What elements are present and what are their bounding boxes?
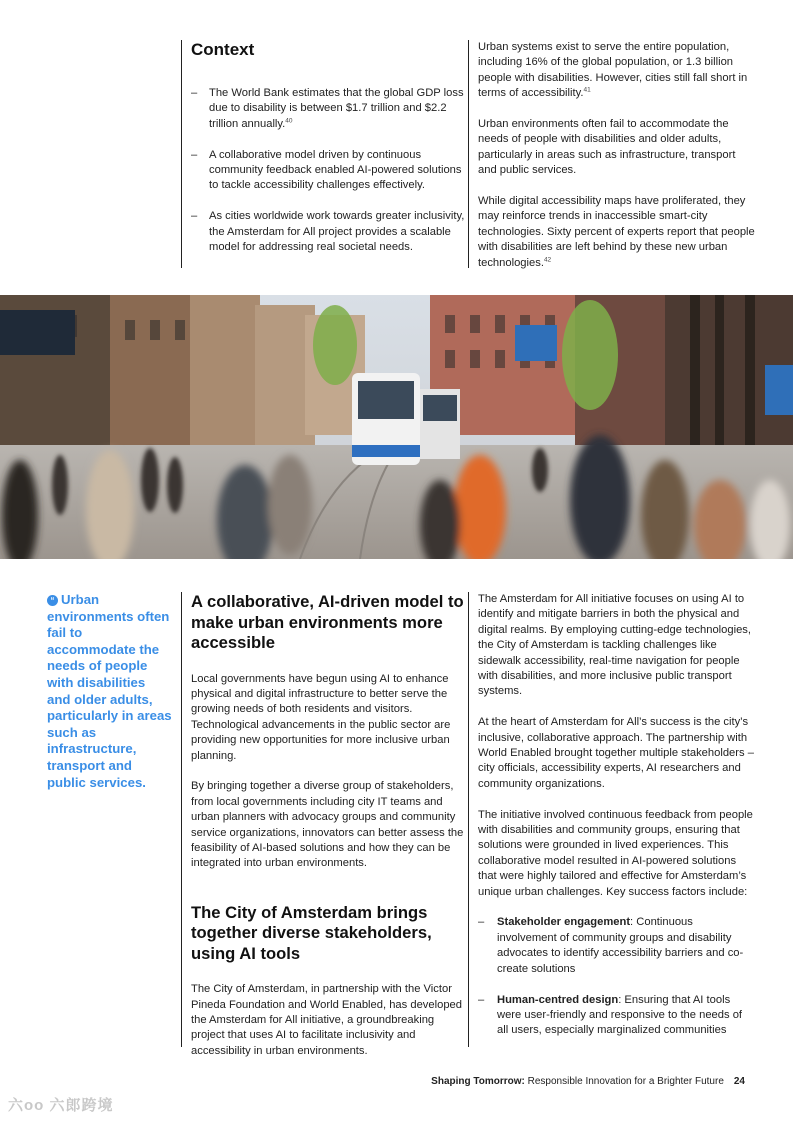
section1-paragraph: Local governments have begun using AI to enhance physical and digital infrastructure to better serve the growing needs of both residents and visitors. Technological advancements in the public sector are providing new opportunities for more inclusive urban planning. bbox=[191, 672, 451, 762]
middle-column bbox=[181, 592, 469, 1057]
context-paragraph: Urban systems exist to serve the entire population, including 16% of the global population, or 1.3 billion people with disabilities. However, cities still fall short in terms of accessibility.$^{41}$ bbox=[478, 41, 748, 100]
section1-heading: A collaborative, AI-driven model to make urban environments more accessible bbox=[191, 592, 464, 652]
section2-heading: The City of Amsterdam brings together diverse stakeholders, using AI tools bbox=[191, 902, 432, 963]
watermark: 六oo 六郎跨境 bbox=[8, 1097, 114, 1114]
quote-icon: “ bbox=[47, 595, 58, 606]
section2-paragraph: The City of Amsterdam, in partnership with the Victor Pineda Foundation and World Enabled, has developed the Amsterdam for All initiative, a groundbreaking project that uses AI to facilitate inclusivity and accessibility in urban environments. bbox=[191, 983, 462, 1057]
page-footer bbox=[431, 1076, 745, 1087]
right-paragraph: At the heart of Amsterdam for All’s success is the city’s inclusive, collaborative approach. The partnership with World Enabled brought together multiple stakeholders – city officials, accessibility experts, AI researchers and community organizations. bbox=[478, 716, 754, 790]
right-paragraph: The Amsterdam for All initiative focuses on using AI to identify and mitigate barriers in both the physical and digital realms. By employing cutting-edge technologies, the City of Amsterdam is tackling challenges like sidewalk accessibility, real-time navigation for people with disabilities, and more inclusive public transport systems. bbox=[478, 593, 752, 698]
pull-quote bbox=[47, 592, 172, 791]
section1-paragraph: By bringing together a diverse group of stakeholders, from local governments including city IT teams and urban planners with advocacy groups and community service organizations, innovators can better assess the feasibility of AI-based solutions and how they can be integrated into urban environments. bbox=[191, 780, 464, 870]
context-item: – A collaborative model driven by continuous community feedback enabled AI-powered solutions to tackle accessibility challenges effectively. bbox=[191, 148, 462, 192]
context-paragraph: While digital accessibility maps have proliferated, they may reinforce trends in inaccessible smart-city technologies. Sixty percent of experts report that people with disabilities are left behind by these new urban technologies.$^{42}$ bbox=[478, 195, 755, 269]
right-column bbox=[468, 592, 755, 1047]
context-item: – As cities worldwide work towards greater inclusivity, the Amsterdam for All project provides a scalable model for addressing real societal needs. bbox=[191, 210, 465, 254]
success-factors-list bbox=[478, 915, 755, 1038]
pull-quote-text: Urban environments often fail to accommodate the needs of people with disabilities and older adults, particularly in areas such as infrastructure, transport and public services. bbox=[47, 592, 172, 790]
footer-subtitle: Responsible Innovation for a Brighter Future bbox=[524, 1076, 724, 1087]
list-item: – Human-centred design: Ensuring that AI tools were user-friendly and responsive to the needs of all users, especially marginalized communities bbox=[478, 993, 743, 1037]
context-title: Context bbox=[191, 40, 255, 59]
context-paragraph: Urban environments often fail to accommodate the needs of people with disabilities and older adults, particularly in areas such as infrastructure, transport and public services. bbox=[478, 118, 736, 177]
context-right-column bbox=[468, 40, 755, 268]
page-number: 24 bbox=[733, 1076, 745, 1087]
street-photo bbox=[0, 295, 793, 559]
footer-title: Shaping Tomorrow: bbox=[431, 1076, 525, 1087]
context-list bbox=[191, 86, 469, 255]
right-paragraph: The initiative involved continuous feedback from people with disabilities and community groups, ensuring that solutions were grounded in lived experiences. This collaborative model resulted in AI-powered solutions that were highly tailored and effective for Amsterdam’s unique urban challenges. Key success factors include: bbox=[478, 808, 753, 898]
list-item: – Stakeholder engagement: Continuous involvement of community groups and disability advocates to identify accessibility barriers and co-create solutions bbox=[478, 916, 744, 975]
street-photo-illustration bbox=[0, 295, 793, 559]
context-item: – The World Bank estimates that the global GDP loss due to disability is between $1.7 trillion and $2.2 trillion annually.$^{40}$ bbox=[191, 87, 464, 130]
context-left-column bbox=[181, 40, 469, 268]
